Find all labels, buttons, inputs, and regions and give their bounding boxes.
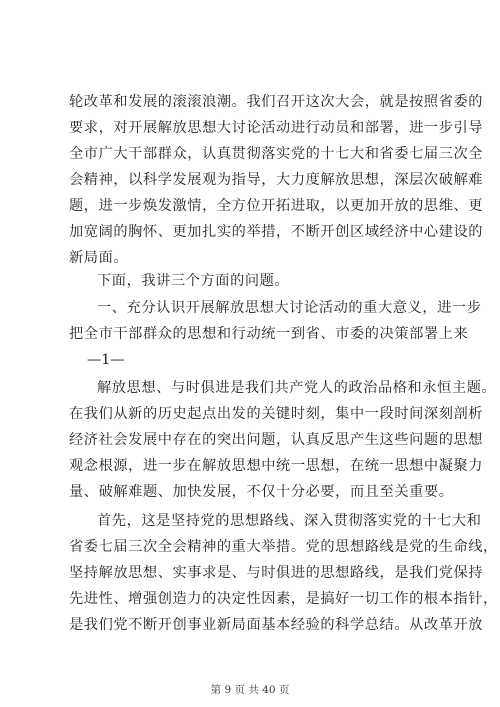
body-text-line: 加宽阔的胸怀、更加扎实的举措，不断开创区域经济中心建设的 (69, 224, 484, 240)
body-text-line: 省委七届三次全会精神的重大举措。党的思想路线是党的生命线， (69, 539, 498, 555)
body-text-line: 量、破解难题、加快发展，不仅十分必要，而且至关重要。 (69, 484, 454, 500)
body-text-line: 轮改革和发展的滚滚浪潮。我们召开这次大会，就是按照省委的 (69, 94, 484, 110)
body-text-line: 全市广大干部群众，认真贯彻落实党的十七大和省委七届三次全 (69, 146, 484, 162)
body-text-line: 是我们党不断开创事业新局面基本经验的科学总结。从改革开放 (69, 617, 484, 633)
body-text-line: 观念根源，进一步在解放思想中统一思想，在统一思想中凝聚力 (69, 458, 484, 474)
body-text-line: 在我们从新的历史起点出发的关键时刻，集中一段时间深刻剖析 (69, 406, 484, 422)
body-text-line: 首先，这是坚持党的思想路线、深入贯彻落实党的十七大和 (97, 513, 482, 529)
body-text-line: 题，进一步焕发激情，全方位开拓进取，以更加开放的思维、更 (69, 198, 484, 214)
body-text-line: 解放思想、与时俱进是我们共产党人的政治品格和永恒主题。 (97, 380, 497, 396)
body-text-line: 先进性、增强创造力的决定性因素，是搞好一切工作的根本指针， (69, 591, 498, 607)
body-text-line: 坚持解放思想、实事求是、与时俱进的思想路线，是我们党保持 (69, 565, 484, 581)
page-number-footer: 第 9 页 共 40 页 (210, 684, 290, 696)
body-text-line: 下面，我讲三个方面的问题。 (97, 273, 290, 289)
section-heading-line: 把全市干部群众的思想和行动统一到省、市委的决策部署上来 (69, 326, 469, 342)
body-text-line: 经济社会发展中存在的突出问题，认真反思产生这些问题的思想 (69, 432, 484, 448)
inline-page-mark: —1— (87, 352, 125, 368)
body-text-line: 要求，对开展解放思想大讨论活动进行动员和部署，进一步引导 (69, 120, 484, 136)
body-text-line: 新局面。 (69, 250, 129, 266)
body-text-line: 会精神，以科学发展观为指导，大力度解放思想，深层次破解难 (69, 172, 484, 188)
section-heading-line: 一、充分认识开展解放思想大讨论活动的重大意义，进一步 (97, 300, 482, 316)
